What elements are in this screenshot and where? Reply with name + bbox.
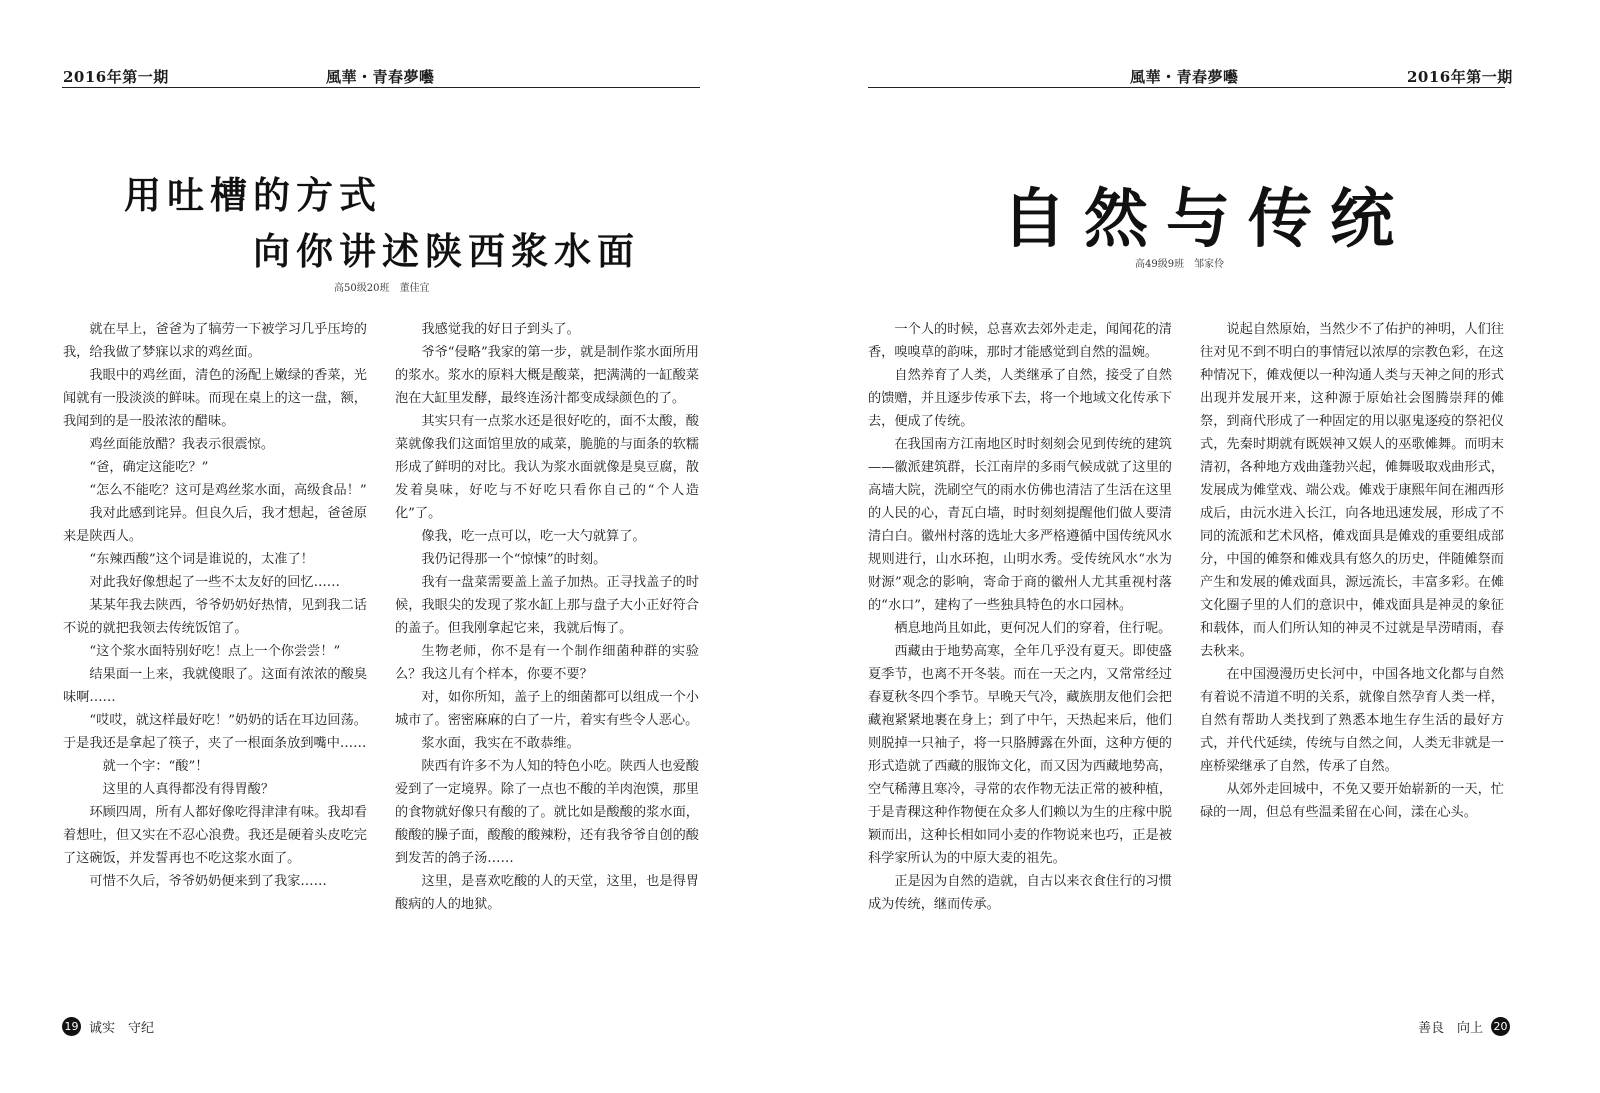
body-paragraph: 说起自然原始，当然少不了佑护的神明，人们往往对见不到不明白的事情冠以浓厚的宗教色彩，在这种情况下，傩戏便以一种沟通人类与天神之间的形式出现并发展开来，这种源于原始社会图腾崇拜的傩祭，到商代形成了一种固定的用以驱鬼逐疫的祭祀仪式，先秦时期就有既娱神又娱人的巫歌傩舞。而明末清初，各种地方戏曲蓬勃兴起，傩舞吸取戏曲形式，发展成为傩堂戏、端公戏。傩戏于康熙年间在湘西形成后，由沅水进入长江，向各地迅速发展，形成了不同的流派和艺术风格，傩戏面具是傩戏的重要组成部分，中国的傩祭和傩戏具有悠久的历史，伴随傩祭而产生和发展的傩戏面具，源远流长，丰富多彩。在傩文化圈子里的人们的意识中，傩戏面具是神灵的象征和载体，而人们所认知的神灵不过就是旱涝晴雨，春去秋来。: [1200, 322, 1504, 659]
body-paragraph: “东辣西酸”这个词是谁说的，太准了！: [89, 552, 314, 567]
right-title: 自然与传统: [1002, 183, 1412, 257]
left-header-column: 風華・青春夢囈: [326, 68, 435, 86]
right-page-number: 20: [1491, 1017, 1510, 1036]
body-paragraph: 其实只有一点浆水还是很好吃的，面不太酸，酸菜就像我们这面馆里放的咸菜，脆脆的与面条的软糯形成了鲜明的对比。我认为浆水面就像是臭豆腐，散发着臭味，好吃与不好吃只看你自己的“个人造化”了。: [395, 414, 699, 521]
right-footer: [1418, 1017, 1510, 1036]
body-paragraph: 我对此感到诧异。但良久后，我才想起，爸爸原来是陕西人。: [63, 506, 367, 544]
left-byline: 高50级20班 董佳宜: [334, 283, 430, 294]
body-paragraph: 某某年我去陕西，爷爷奶奶好热情，见到我二话不说的就把我领去传统饭馆了。: [63, 598, 367, 636]
body-paragraph: 一个人的时候，总喜欢去郊外走走，闻闻花的清香，嗅嗅草的韵味，那时才能感觉到自然的温婉。: [868, 322, 1172, 360]
body-paragraph: 西藏由于地势高寒，全年几乎没有夏天。即使盛夏季节，也离不开冬装。而在一天之内，又常常经过春夏秋冬四个季节。早晚天气冷，藏族朋友他们会把藏袍紧紧地裹在身上；到了中午，天热起来后，他们则脱掉一只袖子，将一只胳膊露在外面，这种方便的形式造就了西藏的服饰文化，而又因为西藏地势高，空气稀薄且寒冷，寻常的农作物无法正常的被种植，于是青稞这种作物便在众多人们赖以为生的庄稼中脱颖而出，这种长相如同小麦的作物说来也巧，正是被科学家所认为的中原大麦的祖先。: [868, 644, 1172, 866]
body-paragraph: 这里的人真得都没有得胃酸？: [102, 782, 275, 797]
body-paragraph: 在我国南方江南地区时时刻刻会见到传统的建筑——徽派建筑群，长江南岸的多雨气候成就了这里的高墙大院，洗刷空气的雨水仿佛也清洁了生活在这里的人民的心，青瓦白墙，时时刻刻提醒他们做人要清清白白。徽州村落的选址大多严格遵循中国传统风水规则进行，山水环抱，山明水秀。受传统风水“水为财源”观念的影响，寄命于商的徽州人尤其重视村落的“水口”，建构了一些独具特色的水口园林。: [868, 437, 1172, 613]
body-paragraph: 就在早上，爸爸为了犒劳一下被学习几乎压垮的我，给我做了梦寐以求的鸡丝面。: [63, 322, 367, 360]
body-paragraph: 陕西有许多不为人知的特色小吃。陕西人也爱酸爱到了一定境界。除了一点也不酸的羊肉泡馍，那里的食物就好像只有酸的了。就比如是酸酸的浆水面，酸酸的臊子面，酸酸的酸辣粉，还有我爷爷自创的酸到发苦的鸽子汤……: [395, 759, 699, 866]
body-paragraph: “怎么不能吃？这可是鸡丝浆水面，高级食品！”: [89, 483, 367, 498]
left-footer: [62, 1017, 154, 1036]
right-column-2: [1200, 318, 1504, 824]
body-paragraph: 这里，是喜欢吃酸的人的天堂，这里，也是得胃酸病的人的地狱。: [395, 874, 699, 912]
left-header-rule: [62, 87, 700, 88]
body-paragraph: 浆水面，我实在不敢恭维。: [421, 736, 580, 751]
body-paragraph: 对此我好像想起了一些不太友好的回忆……: [89, 575, 340, 590]
left-footer-motto: 诚实 守纪: [89, 1021, 155, 1036]
left-page-number: 19: [62, 1017, 81, 1036]
body-paragraph: 我有一盘菜需要盖上盖子加热。正寻找盖子的时候，我眼尖的发现了浆水缸上那与盘子大小正好符合的盖子。但我刚拿起它来，我就后悔了。: [395, 575, 699, 636]
right-header-rule: [868, 87, 1505, 88]
body-paragraph: 鸡丝面能放醋？我表示很震惊。: [89, 437, 275, 452]
left-header-issue: 2016年第一期: [63, 68, 169, 86]
body-paragraph: 爷爷“侵略”我家的第一步，就是制作浆水面所用的浆水。浆水的原料大概是酸菜，把满满的一缸酸菜泡在大缸里发酵，最终连汤汁都变成绿颜色的了。: [395, 345, 699, 406]
body-paragraph: “爸，确定这能吃？”: [89, 460, 209, 475]
body-paragraph: 我仍记得那一个“惊悚”的时刻。: [421, 552, 607, 567]
left-column-1: [63, 318, 367, 893]
body-paragraph: 生物老师，你不是有一个制作细菌种群的实验么？我这儿有个样本，你要不要？: [395, 644, 699, 682]
right-footer-motto: 善良 向上: [1418, 1021, 1484, 1036]
left-column-2: [395, 318, 699, 916]
right-page: [800, 0, 1600, 1093]
body-paragraph: 正是因为自然的造就，自古以来衣食住行的习惯成为传统，继而传承。: [868, 874, 1172, 912]
right-column-1: [868, 318, 1172, 916]
right-header-issue: 2016年第一期: [1407, 68, 1513, 86]
right-header-column: 風華・青春夢囈: [1130, 68, 1239, 86]
body-paragraph: 自然养育了人类，人类继承了自然，接受了自然的馈赠，并且逐步传承下去，将一个地域文化传承下去，便成了传统。: [868, 368, 1172, 429]
body-paragraph: 像我，吃一点可以，吃一大勺就算了。: [421, 529, 646, 544]
body-paragraph: “哎哎，就这样最好吃！”奶奶的话在耳边回荡。于是我还是拿起了筷子，夹了一根面条放到嘴中……: [63, 713, 367, 751]
body-paragraph: 我感觉我的好日子到头了。: [421, 322, 580, 337]
body-paragraph: 栖息地尚且如此，更何况人们的穿着，住行呢。: [894, 621, 1172, 636]
body-paragraph: 对，如你所知，盖子上的细菌都可以组成一个小城市了。密密麻麻的白了一片，着实有些令人恶心。: [395, 690, 699, 728]
body-paragraph: 我眼中的鸡丝面，清色的汤配上嫩绿的香菜，光闻就有一股淡淡的鲜味。而现在桌上的这一盘，额，我闻到的是一股浓浓的醋味。: [63, 368, 367, 429]
body-paragraph: 结果面一上来，我就傻眼了。这面有浓浓的酸臭味啊……: [63, 667, 367, 705]
right-byline: 高49级9班 邹家伶: [1135, 259, 1225, 270]
body-paragraph: 从郊外走回城中，不免又要开始崭新的一天，忙碌的一周，但总有些温柔留在心间，漾在心头。: [1200, 782, 1504, 820]
left-title-line2: 向你讲述陕西浆水面: [253, 230, 640, 273]
body-paragraph: 在中国漫漫历史长河中，中国各地文化都与自然有着说不清道不明的关系，就像自然孕育人类一样，自然有帮助人类找到了熟悉本地生存生活的最好方式，并代代延续，传统与自然之间，人类无非就是一座桥梁继承了自然，传承了自然。: [1200, 667, 1504, 774]
body-paragraph: 就一个字：“酸”！: [102, 759, 209, 774]
body-paragraph: 可惜不久后，爷爷奶奶便来到了我家……: [89, 874, 327, 889]
body-paragraph: 环顾四周，所有人都好像吃得津津有味。我却看着想吐，但又实在不忍心浪费。我还是硬着头皮吃完了这碗饭，并发誓再也不吃这浆水面了。: [63, 805, 367, 866]
left-title-line1: 用吐槽的方式: [124, 174, 382, 217]
body-paragraph: “这个浆水面特别好吃！点上一个你尝尝！”: [89, 644, 341, 659]
